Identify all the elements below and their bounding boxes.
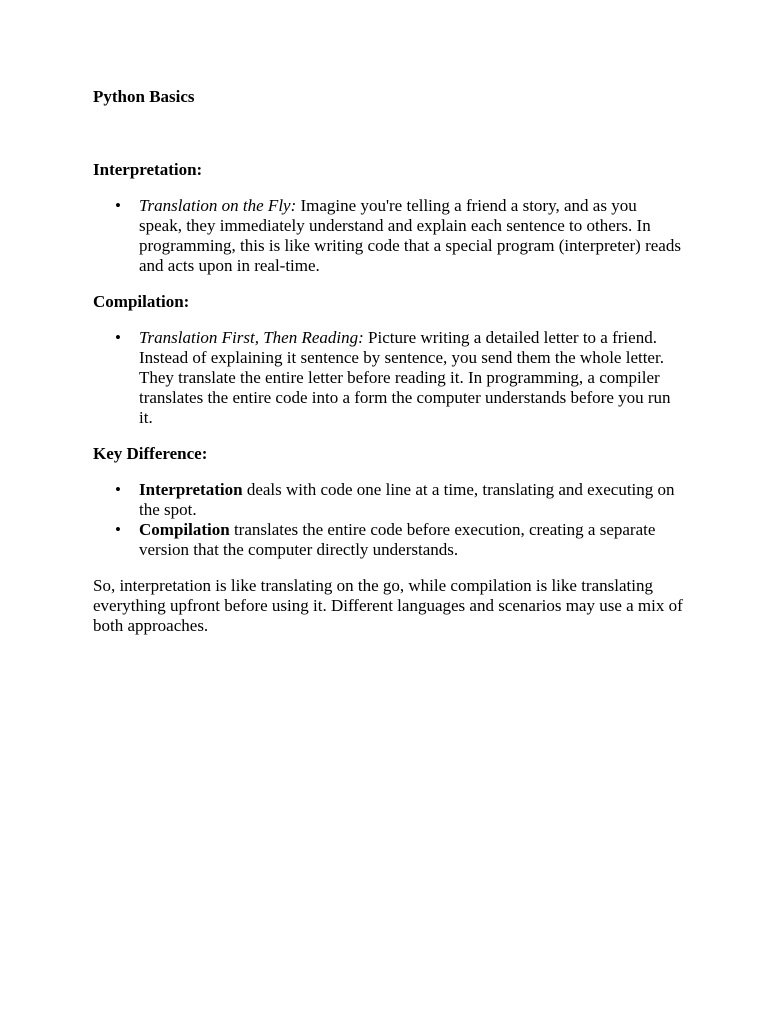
term-translation-first: Translation First, Then Reading: (139, 328, 364, 347)
term-interpretation: Interpretation (139, 480, 243, 499)
bullet-glyph: • (115, 328, 121, 347)
section-heading-key-difference: Key Difference: (93, 444, 208, 463)
list-item (93, 196, 683, 276)
section-heading-interpretation: Interpretation: (93, 160, 203, 179)
closing-paragraph: So, interpretation is like translating on the go, while compilation is like translating everything upfront before using it. Different languages and scenarios may use a mix of both approaches. (93, 576, 683, 635)
bullet-glyph: • (115, 196, 121, 215)
item-text: Picture writing a detailed letter to a friend. Instead of explaining it sentence by sentence, you send them the whole letter. They translate the entire letter before reading it. In programming, a compiler translates the entire code into a form the computer understands before you run it. (139, 328, 671, 427)
term-compilation: Compilation (139, 520, 230, 539)
list-item (93, 328, 683, 428)
list-item (93, 520, 683, 560)
item-text: translates the entire code before execution, creating a separate version that the computer directly understands. (139, 520, 656, 559)
bullet-glyph: • (115, 520, 121, 539)
compilation-list (93, 328, 683, 428)
document-page (93, 87, 683, 636)
term-translation-on-the-fly: Translation on the Fly: (139, 196, 297, 215)
item-text: deals with code one line at a time, translating and executing on the spot. (139, 480, 675, 519)
key-difference-list (93, 480, 683, 560)
interpretation-list (93, 196, 683, 276)
document-title: Python Basics (93, 87, 195, 106)
section-heading-compilation: Compilation: (93, 292, 190, 311)
list-item (93, 480, 683, 520)
bullet-glyph: • (115, 480, 121, 499)
item-text: Imagine you're telling a friend a story, and as you speak, they immediately understand and explain each sentence to others. In programming, this is like writing code that a special program (interpreter) reads and acts upon in real-time. (139, 196, 681, 275)
